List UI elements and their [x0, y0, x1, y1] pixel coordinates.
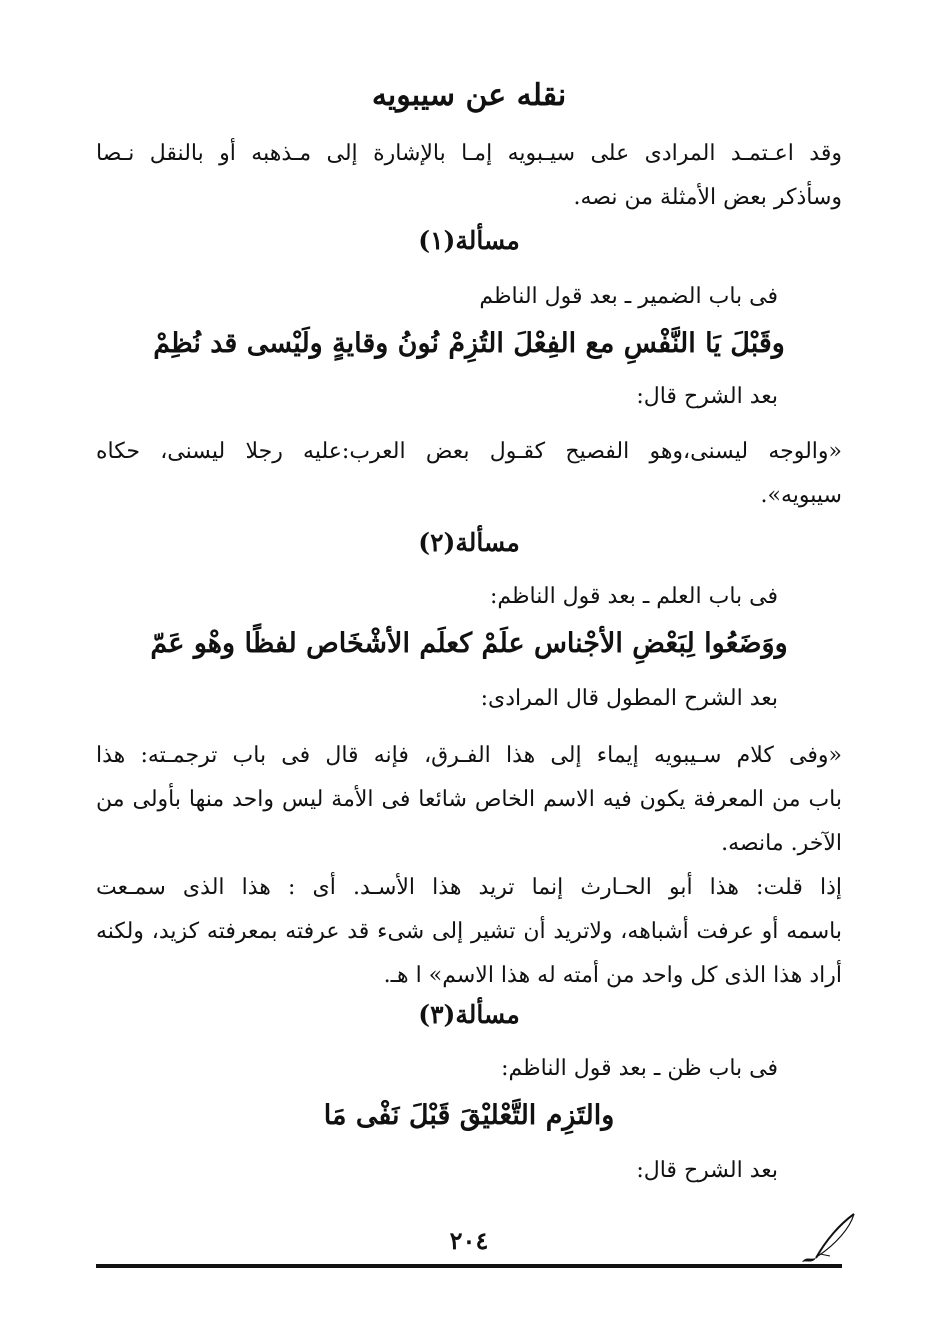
page-title: نقله عن سيبويه — [371, 78, 567, 113]
page-number: ٢٠٤ — [449, 1226, 489, 1255]
question-2-quote — [96, 734, 842, 866]
question-1-context: فى باب الضمير ـ بعد قول الناظم — [479, 284, 778, 309]
question-2-context: فى باب العلم ـ بعد قول الناظم: — [489, 584, 778, 609]
question-1-heading: مسألة(١) — [418, 226, 520, 255]
quote-line: «وفى كلام سـيبويه إيماء إلى هذا الفـرق، فإنه قال فى باب ترجمـته: هذا — [96, 743, 842, 768]
intro-line-1: وقد اعـتمـد المرادى على سيـبويه إمـا بالإشارة إلى مـذهبه أو بالنقل نـصا — [96, 141, 842, 166]
question-1-after: بعد الشرح قال: — [636, 384, 778, 409]
intro-paragraph — [96, 132, 842, 220]
question-2-verse: ووَضَعُوا لِبَعْضِ الأجْناس علَمْ كعلَم الأشْخَاص لفظًا وهْو عَمّ — [150, 628, 788, 659]
question-2-after: بعد الشرح المطول قال المرادى: — [480, 686, 778, 711]
question-3-context: فى باب ظن ـ بعد قول الناظم: — [501, 1056, 778, 1081]
quill-pen-icon — [800, 1210, 860, 1270]
question-2-heading: مسألة(٢) — [418, 528, 520, 557]
question-3-heading: مسألة(٣) — [418, 1000, 520, 1029]
question-2-quote-continued — [96, 866, 842, 998]
footer-rule — [96, 1264, 842, 1268]
quote-line: باب من المعرفة يكون فيه الاسم الخاص شائعا فى الأمة ليس واحد منها بأولى من — [96, 787, 842, 812]
quote-line: سيبويه». — [760, 483, 842, 508]
question-1-quote — [96, 430, 842, 518]
quote-line: إذا قلت: هذا أبو الحـارث إنما تريد هذا الأسـد. أى : هذا الذى سمـعت — [96, 875, 842, 900]
intro-line-2: وسأذكر بعض الأمثلة من نصه. — [573, 185, 842, 210]
quote-line: «والوجه ليسنى،وهو الفصيح كقـول بعض العرب:عليه رجلا ليسنى، حكاه — [96, 439, 842, 464]
question-3-after: بعد الشرح قال: — [636, 1158, 778, 1183]
quote-line: أراد هذا الذى كل واحد من أمته له هذا الاسم» ا هـ. — [383, 963, 842, 988]
quote-line: باسمه أو عرفت أشباهه، ولاتريد أن تشير إلى شىء قد عرفته بمعرفته كزيد، ولكنه — [96, 919, 842, 944]
quote-line: الآخر. مانصه. — [721, 831, 842, 856]
question-1-verse: وقَبْلَ يَا النَّفْسِ مع الفِعْلَ التُزِمْ نُونُ وقايةٍ ولَيْسى قد نُظِمْ — [153, 328, 785, 359]
question-3-verse: والتَزِم التَّعْليْقَ قَبْلَ نَفْى مَا — [323, 1100, 615, 1131]
